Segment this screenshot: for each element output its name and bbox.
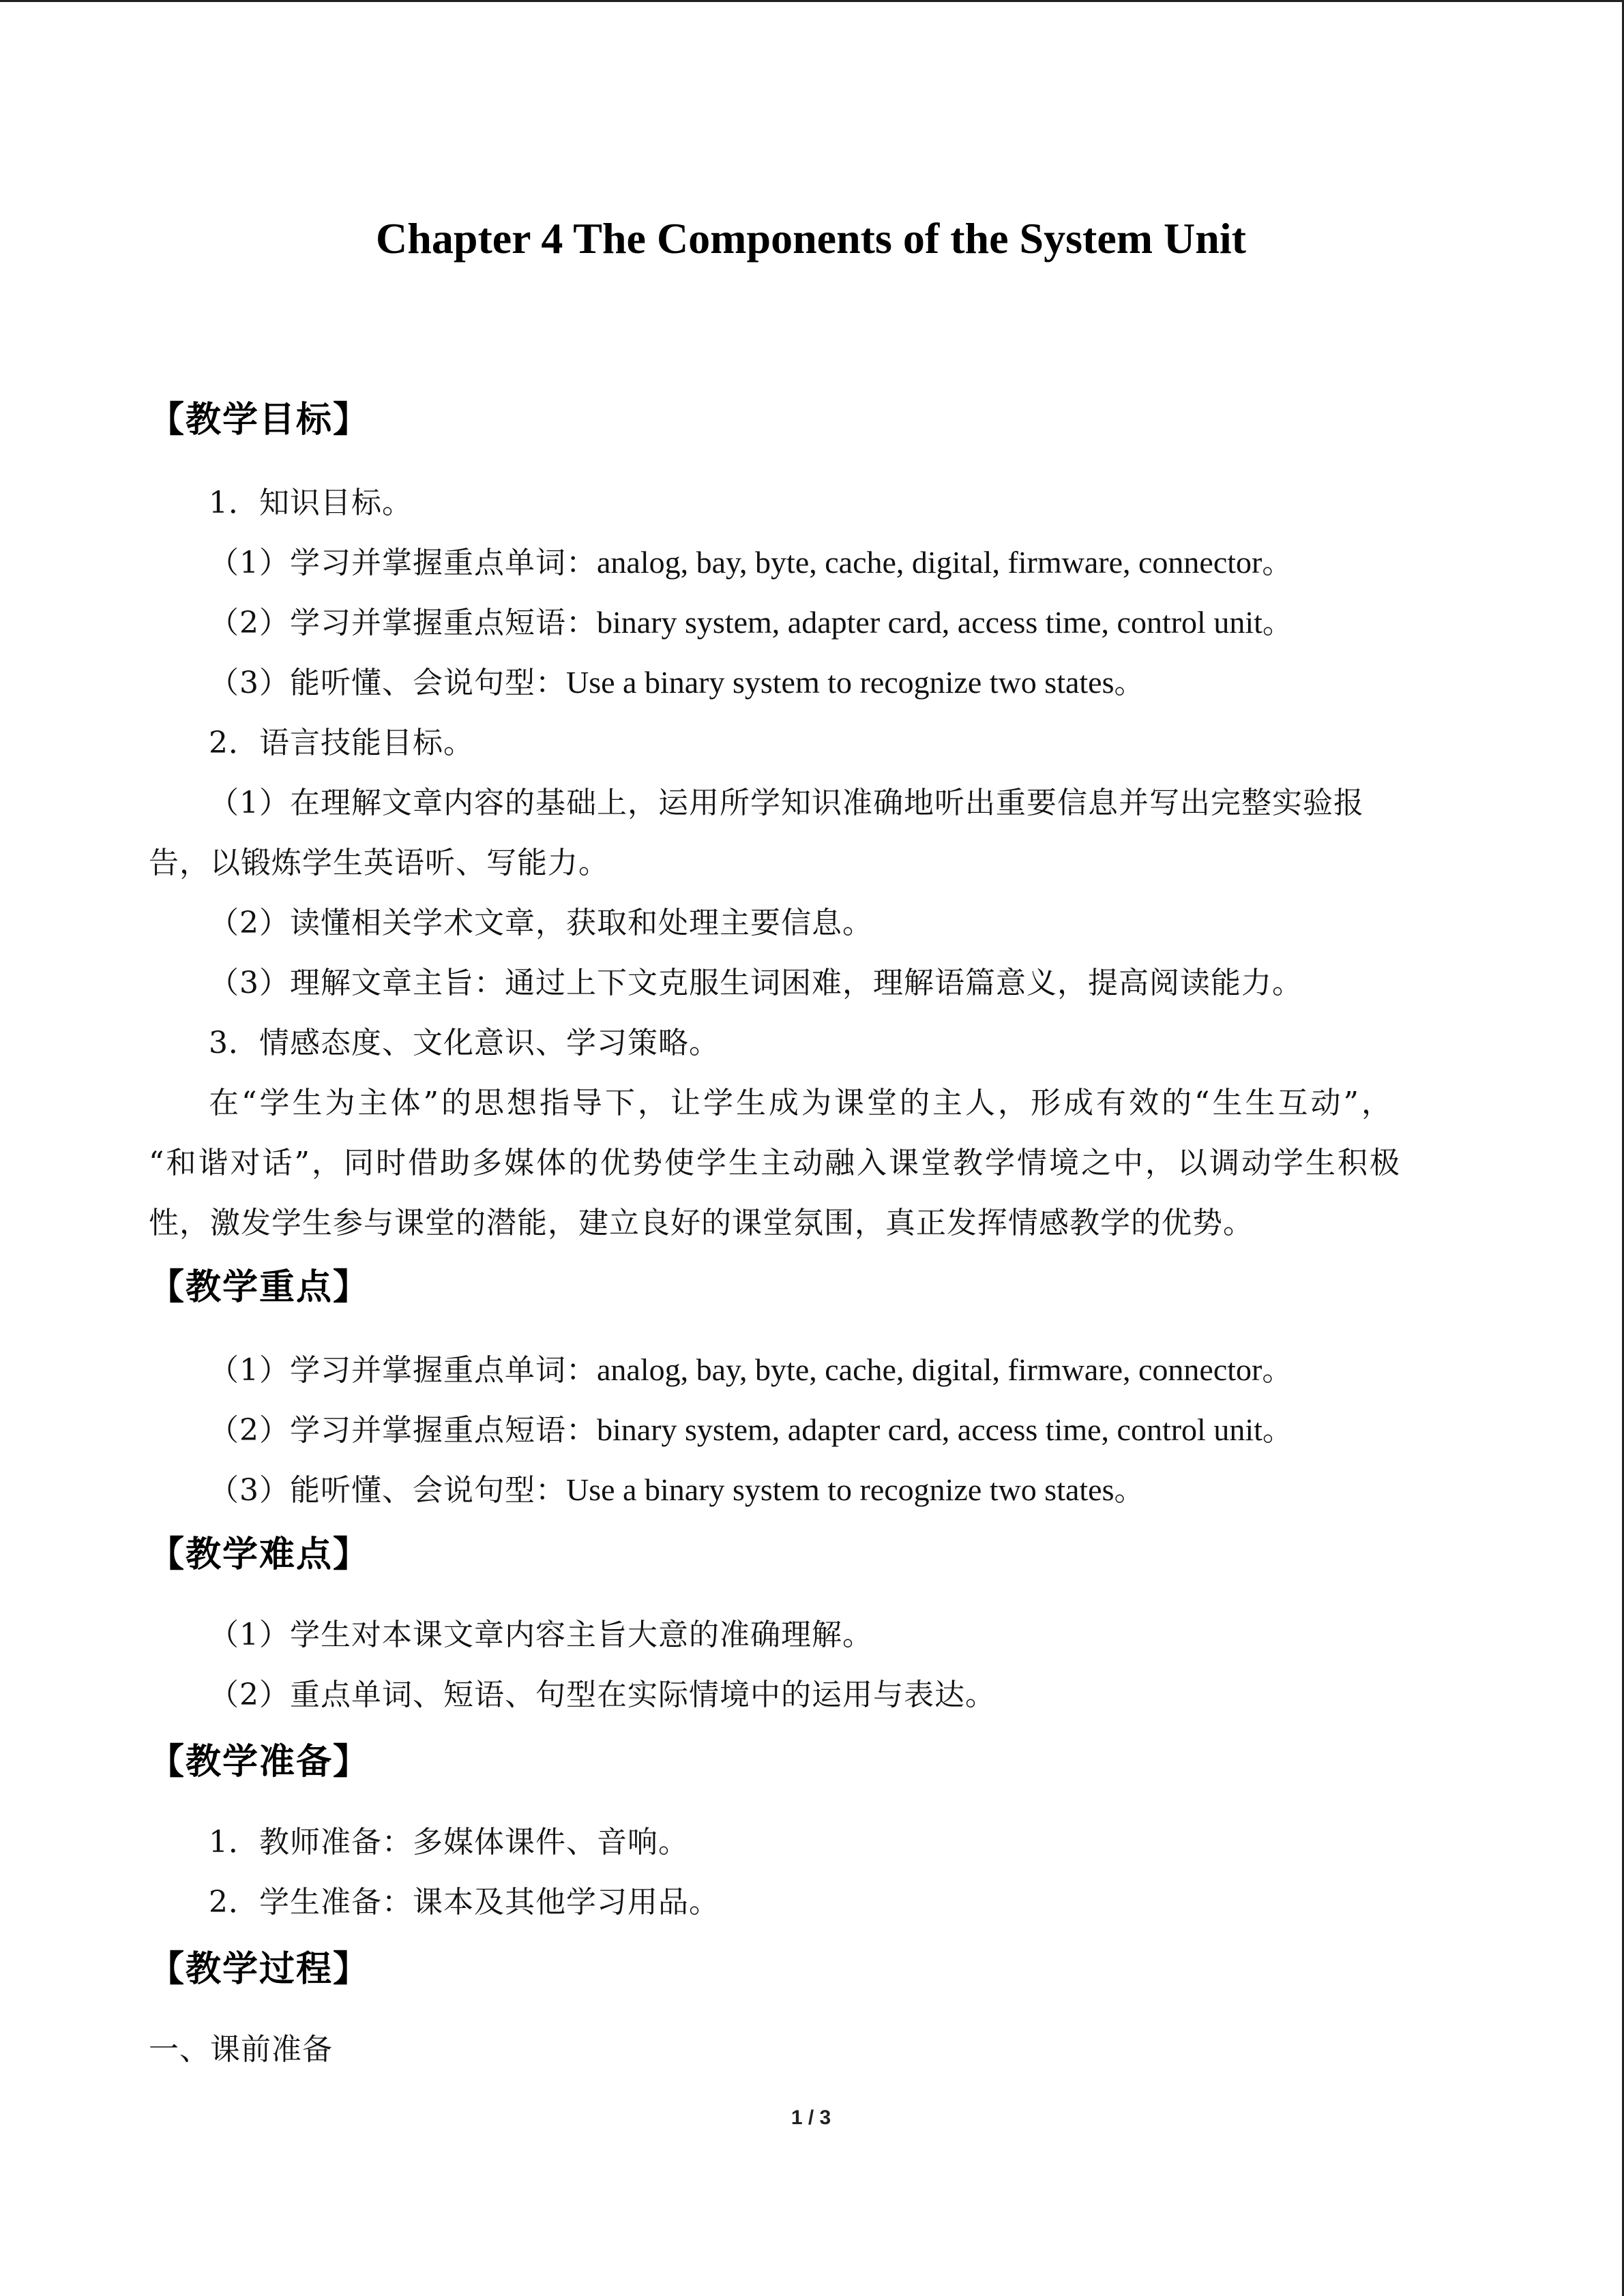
key-point-item-3 bbox=[209, 1465, 1145, 1509]
item-prefix: （1）学习并掌握重点单词： bbox=[209, 546, 597, 580]
objective-attitude-paragraph-line-3: 性，激发学生参与课堂的潜能，建立良好的课堂氛围，真正发挥情感教学的优势。 bbox=[149, 1206, 1254, 1240]
objective-attitude-label: 3．情感态度、文化意识、学习策略。 bbox=[209, 1026, 720, 1060]
difficulty-item-2: （2）重点单词、短语、句型在实际情境中的运用与表达。 bbox=[209, 1678, 996, 1712]
item-terms: Use a binary system to recognize two states bbox=[566, 1472, 1114, 1507]
objective-language-item-1-line-2: 告，以锻炼学生英语听、写能力。 bbox=[149, 846, 609, 880]
objective-knowledge-label: 1．知识目标。 bbox=[209, 486, 413, 520]
item-terms: binary system, adapter card, access time, control unit bbox=[597, 605, 1263, 640]
objective-language-label: 2．语言技能目标。 bbox=[209, 726, 474, 760]
heading-teaching-process: 【教学过程】 bbox=[149, 1948, 370, 1990]
objective-knowledge-item-2 bbox=[209, 598, 1293, 642]
objective-language-item-3: （3）理解文章主旨：通过上下文克服生词困难，理解语篇意义，提高阅读能力。 bbox=[209, 966, 1303, 1000]
preparation-item-2: 2．学生准备：课本及其他学习用品。 bbox=[209, 1885, 720, 1920]
page-number: 1 / 3 bbox=[791, 2106, 831, 2129]
item-end: 。 bbox=[1262, 1413, 1293, 1448]
objective-language-item-1-line-1: （1）在理解文章内容的基础上，运用所学知识准确地听出重要信息并写出完整实验报 bbox=[209, 786, 1364, 820]
item-terms: binary system, adapter card, access time, control unit bbox=[597, 1412, 1263, 1447]
item-end: 。 bbox=[1262, 606, 1293, 640]
item-terms: Use a binary system to recognize two states bbox=[566, 665, 1114, 700]
item-prefix: （2）学习并掌握重点短语： bbox=[209, 1413, 597, 1448]
item-prefix: （1）学习并掌握重点单词： bbox=[209, 1353, 597, 1388]
item-end: 。 bbox=[1262, 1353, 1293, 1388]
item-terms: analog, bay, byte, cache, digital, firmware, connector bbox=[597, 1352, 1263, 1387]
item-terms: analog, bay, byte, cache, digital, firmware, connector bbox=[597, 545, 1263, 580]
objective-knowledge-item-3 bbox=[209, 658, 1145, 702]
objective-attitude-paragraph-line-2: “和谐对话”，同时借助多媒体的优势使学生主动融入课堂教学情境之中，以调动学生积极 bbox=[149, 1146, 1402, 1180]
item-end: 。 bbox=[1262, 546, 1293, 580]
process-step-1: 一、课前准备 bbox=[149, 2032, 333, 2067]
heading-preparation: 【教学准备】 bbox=[149, 1741, 370, 1783]
document-title: Chapter 4 The Components of the System Unit bbox=[376, 214, 1246, 263]
item-end: 。 bbox=[1114, 1473, 1145, 1508]
difficulty-item-1: （1）学生对本课文章内容主旨大意的准确理解。 bbox=[209, 1617, 873, 1652]
item-prefix: （3）能听懂、会说句型： bbox=[209, 1473, 566, 1508]
key-point-item-1 bbox=[209, 1345, 1293, 1389]
objective-attitude-paragraph-line-1: 在“学生为主体”的思想指导下，让学生成为课堂的主人，形成有效的“生生互动”， bbox=[209, 1086, 1394, 1120]
item-prefix: （3）能听懂、会说句型： bbox=[209, 666, 566, 700]
heading-teaching-objectives: 【教学目标】 bbox=[149, 399, 370, 441]
key-point-item-2 bbox=[209, 1405, 1293, 1449]
preparation-item-1: 1．教师准备：多媒体课件、音响。 bbox=[209, 1825, 689, 1860]
heading-key-points: 【教学重点】 bbox=[149, 1266, 370, 1308]
heading-difficulties: 【教学难点】 bbox=[149, 1534, 370, 1575]
item-end: 。 bbox=[1114, 666, 1145, 700]
item-prefix: （2）学习并掌握重点短语： bbox=[209, 606, 597, 640]
objective-language-item-2: （2）读懂相关学术文章，获取和处理主要信息。 bbox=[209, 906, 873, 940]
objective-knowledge-item-1 bbox=[209, 538, 1293, 582]
